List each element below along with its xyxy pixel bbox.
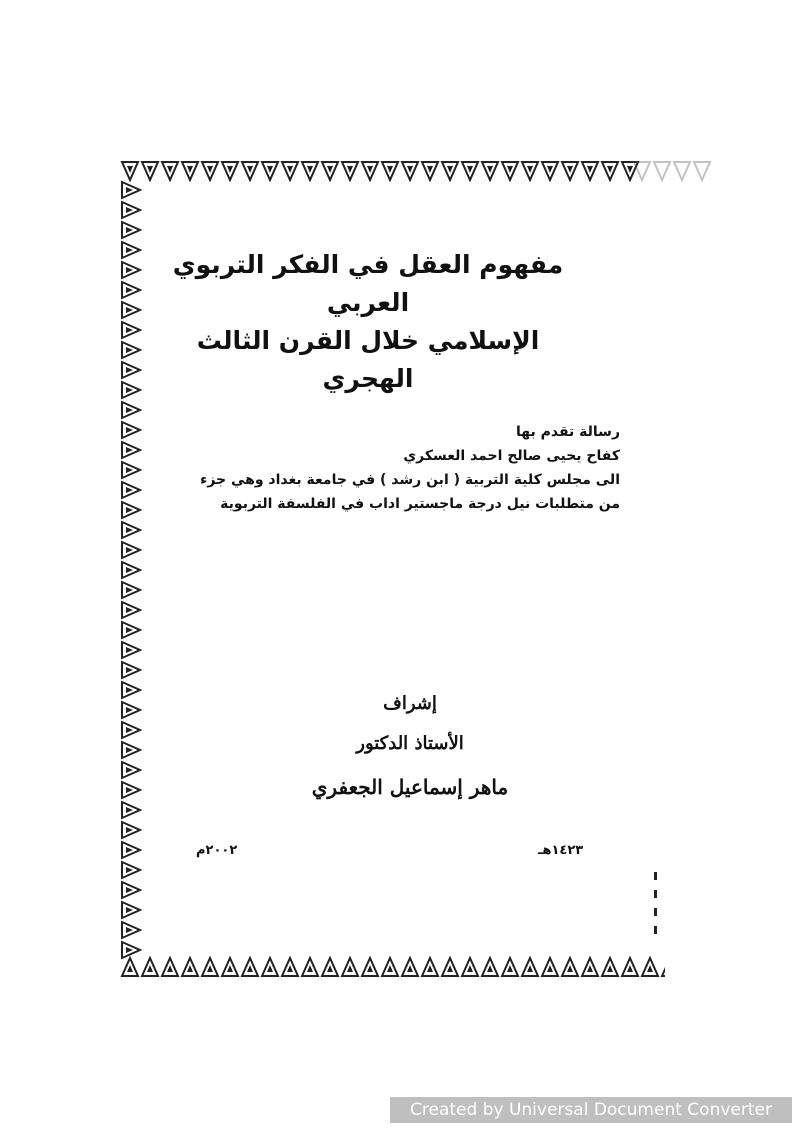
left-decorative-border xyxy=(118,180,146,960)
intro-line-4: من متطلبات نيل درجة ماجستير اداب في الفلسفة التربوية xyxy=(220,496,620,512)
intro-line-1: رسالة تقدم بها xyxy=(515,424,620,440)
faded-border-fragment xyxy=(632,158,712,184)
supervisor-name: ماهر إسماعيل الجعفري xyxy=(311,775,509,799)
top-decorative-border xyxy=(120,158,640,184)
intro-line-3: الى مجلس كلية التربية ( ابن رشد ) في جامعة بغداد وهي جزء xyxy=(200,472,620,488)
supervision-block xyxy=(260,684,560,810)
title-line-2: الإسلامي خلال القرن الثالث الهجري xyxy=(196,326,540,393)
gregorian-date: ٢٠٠٢م xyxy=(196,843,238,858)
submission-statement xyxy=(180,420,620,516)
supervisor-title: الأستاذ الدكتور xyxy=(356,733,464,754)
converter-watermark: Created by Universal Document Converter xyxy=(390,1097,792,1123)
right-edge-marks xyxy=(648,862,662,962)
bottom-decorative-border xyxy=(120,954,665,980)
intro-line-2: كفاح يحيى صالح احمد العسكري xyxy=(403,448,620,464)
thesis-title xyxy=(158,246,578,398)
title-line-1: مفهوم العقل في الفكر التربوي العربي xyxy=(172,250,564,317)
hijri-date: ١٤٢٣هـ xyxy=(538,843,584,858)
supervision-label: إشراف xyxy=(383,693,437,714)
